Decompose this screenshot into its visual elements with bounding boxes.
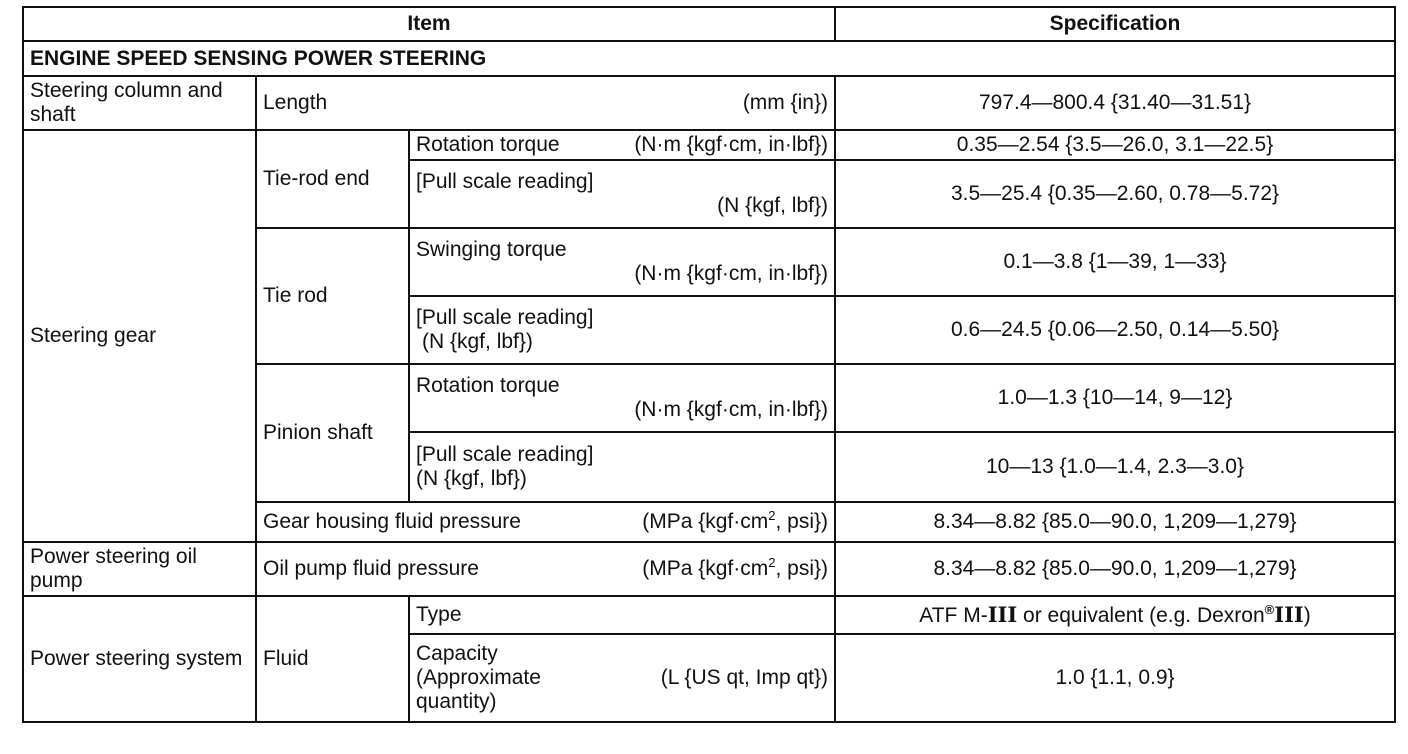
length-label: Length	[263, 91, 328, 114]
gear-housing-unit: (MPa {$kgf\cdot cm^2$, psi})	[642, 508, 828, 533]
row-oil-pump	[23, 542, 1395, 596]
group-power-steering-system: Power steering system	[23, 596, 256, 722]
tie-rod-swing-item	[409, 228, 835, 296]
spec-gear-housing: 8.34—8.82 {85.0—90.0, 1,209—1,279}	[835, 502, 1395, 542]
pinion-shaft-label: Pinion shaft	[256, 364, 409, 502]
spec-oil-pump: 8.34—8.82 {85.0—90.0, 1,209—1,279}	[835, 542, 1395, 596]
pinion-pull-item	[409, 432, 835, 502]
oil-pump-unit: (MPa {$kgf\cdot cm^2$, psi})	[642, 555, 828, 580]
spec-pinion-pull: 10—13 {1.0—1.4, 2.3—3.0}	[835, 432, 1395, 502]
group-oil-pump: Power steering oil pump	[23, 542, 256, 596]
oil-pump-item	[256, 542, 835, 596]
row-fluid-type	[23, 596, 1395, 634]
capacity-line3: quantity)	[416, 690, 497, 713]
group-steering-gear: Steering gear	[23, 130, 256, 542]
capacity-line2: (Approximate	[416, 666, 541, 689]
tie-rod-end-pull-label: [Pull scale reading]	[416, 170, 594, 193]
gear-housing-item	[256, 502, 835, 542]
section-row	[23, 41, 1395, 76]
row-tie-rod-end-rotation	[23, 130, 1395, 160]
pinion-rotation-item	[409, 364, 835, 432]
tie-rod-label: Tie rod	[256, 228, 409, 364]
fluid-label: Fluid	[256, 596, 409, 722]
spec-fluid-type: ATF M-III or equivalent (e.g. Dexron®III)	[835, 596, 1395, 634]
section-title: ENGINE SPEED SENSING POWER STEERING	[23, 41, 1395, 76]
spec-length: 797.4—800.4 {31.40—31.51}	[835, 76, 1395, 130]
length-unit: (mm {in})	[742, 91, 828, 114]
header-specification: Specification	[835, 7, 1395, 41]
capacity-unit: (L {US qt, Imp qt})	[660, 666, 828, 689]
spec-table	[22, 6, 1396, 723]
spec-tie-rod-pull: 0.6—24.5 {0.06—2.50, 0.14—5.50}	[835, 296, 1395, 364]
tie-rod-end-rotation-unit: (N·m {kgf·cm, in·lbf})	[634, 133, 828, 156]
fluid-type-label: Type	[409, 596, 835, 634]
tie-rod-end-pull-unit: (N {kgf, lbf})	[717, 194, 828, 217]
tie-rod-swing-unit: (N·m {kgf·cm, in·lbf})	[634, 262, 828, 285]
tie-rod-swing-label: Swinging torque	[416, 238, 567, 261]
tie-rod-pull-unit: (N {kgf, lbf})	[422, 330, 533, 353]
gear-housing-label: Gear housing fluid pressure	[263, 510, 521, 533]
pinion-pull-label: [Pull scale reading]	[416, 443, 594, 466]
tie-rod-end-pull-item	[409, 160, 835, 228]
spec-tie-rod-end-pull: 3.5—25.4 {0.35—2.60, 0.78—5.72}	[835, 160, 1395, 228]
spec-tie-rod-swing: 0.1—3.8 {1—39, 1—33}	[835, 228, 1395, 296]
spec-tie-rod-end-rotation: 0.35—2.54 {3.5—26.0, 3.1—22.5}	[835, 130, 1395, 160]
item-length	[256, 76, 835, 130]
tie-rod-end-rotation-item	[409, 130, 835, 160]
oil-pump-label: Oil pump fluid pressure	[263, 557, 479, 580]
header-item: Item	[23, 7, 835, 41]
group-steering-column: Steering column and shaft	[23, 76, 256, 130]
tie-rod-pull-label: [Pull scale reading]	[416, 306, 594, 329]
header-row	[23, 7, 1395, 41]
spec-pinion-rotation: 1.0—1.3 {10—14, 9—12}	[835, 364, 1395, 432]
tie-rod-end-rotation-label: Rotation torque	[416, 133, 560, 156]
row-column-length	[23, 76, 1395, 130]
tie-rod-pull-item	[409, 296, 835, 364]
pinion-pull-unit: (N {kgf, lbf})	[416, 467, 527, 490]
capacity-line1: Capacity	[416, 642, 498, 665]
tie-rod-end-label: Tie-rod end	[256, 130, 409, 228]
pinion-rotation-label: Rotation torque	[416, 374, 560, 397]
spec-fluid-capacity: 1.0 {1.1, 0.9}	[835, 634, 1395, 722]
pinion-rotation-unit: (N·m {kgf·cm, in·lbf})	[634, 398, 828, 421]
fluid-capacity-item	[409, 634, 835, 722]
